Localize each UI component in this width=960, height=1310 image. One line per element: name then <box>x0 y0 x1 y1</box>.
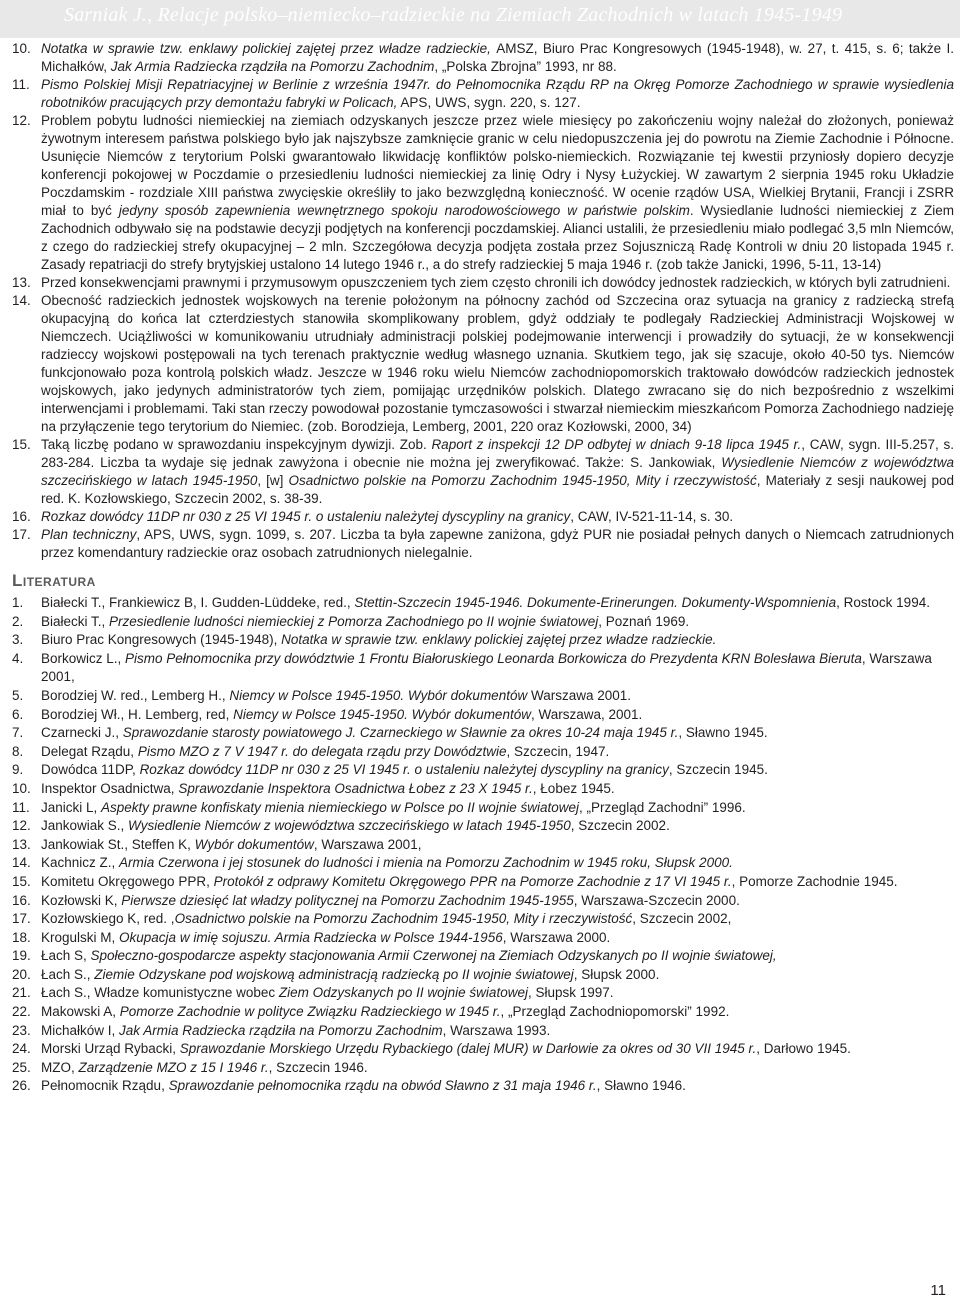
reference-item-number: 5. <box>12 687 24 703</box>
reference-item-number: 1. <box>12 595 24 610</box>
reference-item-text <box>41 984 954 1003</box>
text-run: , Słupsk 1997. <box>527 985 614 1001</box>
footnote-text <box>41 526 954 562</box>
header-title: Sarniak J., Relacje polsko–niemiecko–radzieckie na Ziemiach Zachodnich w latach 1945-1949 <box>64 4 843 26</box>
italic-text-run: Stettin-Szczecin 1945-1946. Dokumente-Erinerungen. Dokumenty-Wspomnienia <box>354 595 837 610</box>
text-run: Warszawa 2001. <box>527 687 632 703</box>
reference-item-number: 9. <box>12 762 24 778</box>
reference-item <box>12 1022 954 1041</box>
text-run: , Warszawa 1993. <box>442 1022 551 1038</box>
text-run: , Darłowo 1945. <box>756 1041 851 1057</box>
reference-item-number: 2. <box>12 613 24 629</box>
text-run: Taką liczbę podano w sprawozdaniu inspekcyjnym dywizji. Zob. <box>41 437 432 452</box>
footnote-text <box>41 76 954 112</box>
text-run: , Warszawa 2001, <box>313 836 422 852</box>
reference-item <box>12 761 954 780</box>
text-run: , APS, UWS, sygn. 1099, s. 207. Liczba ta była zapewne zaniżona, gdyż PUR nie posiadał pełnych danych o Niemcach zatrudnionych przez komendantury radzieckie oraz osobach zatrudnionych nielegalnie. <box>41 527 954 560</box>
reference-item <box>12 929 954 948</box>
text-run: AMSZ, Biuro Prac Kongresowych (1945-1948), w. 27, t. 415, s. 6; także I. Michałków, <box>41 41 954 74</box>
text-run: Białecki T., Frankiewicz B, I. Gudden-Lüddeke, red., <box>41 595 355 610</box>
text-run: , Pomorze Zachodnie 1945. <box>731 873 898 889</box>
reference-item-text <box>41 947 954 966</box>
footnote <box>12 508 954 526</box>
text-run: Borkowicz L., <box>41 650 126 666</box>
text-run: Problem pobytu ludności niemieckiej na ziemiach odzyskanych jeszcze przez wiele miesięcy po zakończeniu wojny należał do złożonych, ponieważ żywotnym interesem państwa polskiego było jak najszybsze zamknięcie granic w celu niedopuszczenia jej do powrotu na Ziemie Zachodnie i Północne. Usunięcie Niemców z terytorium Polski gwarantowało likwidację konfliktów polsko-niemieckich. Rozwiązanie tej kwestii przyniosły dopiero decyzje konferencji pokojowej w Poczdamie o przesiedleniu ludności niemieckiej za linię Odry i Nysy Łużyckiej. W zawartym 2 sierpnia 1945 roku Układzie Poczdamskim - rozdziale XIII państwa zwycięskie określiły to jako bezwzględną konieczność. W ocenie rządów USA, Wielkiej Brytanii, Francji i ZSRR miał to być <box>41 113 954 218</box>
reference-item-text <box>41 761 954 780</box>
reference-item-number: 23. <box>12 1022 31 1038</box>
footnote-number: 17. <box>12 527 31 542</box>
italic-text-run: Niemcy w Polsce 1945-1950. Wybór dokumentów <box>229 687 528 703</box>
text-run: , Warszawa 2001, <box>41 650 932 685</box>
italic-text-run: Okupacja w imię sojuszu. Armia Radziecka w Polsce 1944-1956 <box>119 929 503 945</box>
text-run: , Warszawa-Szczecin 2000. <box>573 892 740 908</box>
reference-item <box>12 724 954 743</box>
text-run: APS, UWS, sygn. 220, s. 127. <box>397 95 581 110</box>
text-run: Delegat Rządu, <box>41 743 138 759</box>
italic-text-run: Osadnictwo polskie na Pomorzu Zachodnim 1945-1950, Mity i rzeczywistość <box>288 473 757 488</box>
italic-text-run: Ziem Odzyskanych po II wojnie światowej <box>278 985 528 1001</box>
text-run: , Sławno 1946. <box>596 1078 686 1094</box>
text-run: Kozłowski K, <box>41 892 122 908</box>
reference-item <box>12 892 954 911</box>
reference-item-text <box>41 613 954 632</box>
text-run: , Materiały z sesji naukowej pod red. K. Kozłowskiego, Szczecin 2002, s. 38-39. <box>41 473 954 506</box>
text-run: Łach S., <box>41 966 95 982</box>
italic-text-run: Notatka w sprawie tzw. enklawy polickiej zajętej przez władze radzieckie. <box>281 632 717 648</box>
text-run: , Poznań 1969. <box>598 613 690 629</box>
footnote-number: 10. <box>12 41 31 56</box>
italic-text-run: Sprawozdanie pełnomocnika rządu na obwód Sławno z 31 maja 1946 r. <box>168 1078 597 1094</box>
reference-item <box>12 799 954 818</box>
footnote-number: 13. <box>12 275 31 290</box>
text-run: Białecki T., <box>41 613 110 629</box>
italic-text-run: Niemcy w Polsce 1945-1950. Wybór dokumentów <box>233 706 531 722</box>
italic-text-run: Jak Armia Radziecka rządziła na Pomorzu Zachodnim <box>110 59 435 74</box>
reference-item-text <box>41 687 954 706</box>
footnote-number: 16. <box>12 509 31 524</box>
reference-item <box>12 984 954 1003</box>
reference-item-text <box>41 650 954 687</box>
text-run: , CAW, sygn. III-5.257, s. 283-284. Liczba ta wydaje się jednak zawyżona i obecnie nie można jej zweryfikować. Także: S. Jankowiak, <box>41 437 954 470</box>
text-run: Kozłowskiego K, red. , <box>41 911 175 927</box>
reference-item-text <box>41 780 954 799</box>
italic-text-run: Wysiedlenie Niemców z województwa szczecińskiego w latach 1945-1950 <box>128 818 571 834</box>
reference-item-text <box>41 1003 954 1022</box>
reference-item <box>12 631 954 650</box>
reference-item <box>12 873 954 892</box>
reference-item <box>12 780 954 799</box>
text-run: , Rostock 1994. <box>836 595 930 610</box>
footnote-number: 14. <box>12 293 31 308</box>
footnote-text <box>41 274 954 292</box>
reference-item-text <box>41 817 954 836</box>
reference-item <box>12 1040 954 1059</box>
italic-text-run: Jak Armia Radziecka rządziła na Pomorzu Zachodnim <box>119 1022 443 1038</box>
reference-item <box>12 687 954 706</box>
reference-item-number: 25. <box>12 1059 31 1075</box>
reference-item-number: 14. <box>12 855 31 871</box>
text-run: Jankowiak St., Steffen K, <box>41 836 195 852</box>
text-run: , Szczecin 1946. <box>268 1059 368 1075</box>
reference-item-number: 18. <box>12 929 31 945</box>
footnote <box>12 526 954 562</box>
text-run: Przed konsekwencjami prawnymi i przymusowym opuszczeniem tych ziem często chronili ich dowódcy jednostek radzieckich, w których byli zatrudnieni. <box>41 275 951 290</box>
reference-item-number: 17. <box>12 911 31 927</box>
reference-item-text <box>41 1022 954 1041</box>
footnote-text <box>41 292 954 436</box>
reference-item <box>12 1077 954 1096</box>
italic-text-run: Aspekty prawne konfiskaty mienia niemieckiego w Polsce po II wojnie światowej <box>101 799 580 815</box>
text-run: , „Przegląd Zachodni” 1996. <box>579 799 746 815</box>
footnote-number: 12. <box>12 113 31 128</box>
reference-item-number: 4. <box>12 650 24 666</box>
text-run: Michałków I, <box>41 1022 120 1038</box>
footnote-text <box>41 112 954 274</box>
reference-item-text <box>41 631 954 650</box>
text-run: , [w] <box>257 473 289 488</box>
italic-text-run: Raport z inspekcji 12 DP odbytej w dniach 9-18 lipca 1945 r. <box>431 437 802 452</box>
text-run: Inspektor Osadnictwa, <box>41 780 179 796</box>
text-run: Łach S., Władze komunistyczne wobec <box>41 985 279 1001</box>
reference-item-text <box>41 724 954 743</box>
literature-heading: Literatura <box>12 571 96 590</box>
reference-item-text <box>41 910 954 929</box>
reference-item-number: 26. <box>12 1078 31 1094</box>
text-run: Janicki L, <box>41 799 102 815</box>
footnote <box>12 112 954 274</box>
italic-text-run: Pierwsze dziesięć lat władzy politycznej na Pomorzu Zachodnim 1945-1955 <box>121 892 574 908</box>
footnotes-section <box>12 40 954 562</box>
italic-text-run: Przesiedlenie ludności niemieckiej z Pomorza Zachodniego po II wojnie światowej <box>109 613 599 629</box>
reference-item-number: 24. <box>12 1041 31 1057</box>
reference-item <box>12 947 954 966</box>
reference-item <box>12 910 954 929</box>
reference-item-number: 16. <box>12 892 31 908</box>
text-run: Biuro Prac Kongresowych (1945-1948), <box>41 632 282 648</box>
text-run: Krogulski M, <box>41 929 120 945</box>
text-run: Borodziej Wł., H. Lemberg, red, <box>41 706 234 722</box>
reference-item-text <box>41 929 954 948</box>
italic-text-run: Pomorze Zachodnie w polityce Związku Radzieckiego w 1945 r. <box>119 1004 501 1020</box>
italic-text-run: Sprawozdanie Morskiego Urzędu Rybackiego (dalej MUR) w Darłowie za okres od 30 VII 1945 r. <box>179 1041 757 1057</box>
reference-item <box>12 817 954 836</box>
text-run: , Słupsk 2000. <box>573 966 660 982</box>
text-run: Obecność radzieckich jednostek wojskowych na terenie położonym na północny zachód od Szczecina oraz sytuacja na granicy z radziecką strefą okupacyjną do końca lat czterdziestych stanowiła skomplikowany problem, gdyż oddziały te podlegały Radzieckiej Administracji Wojskowej w Niemczech. Uciążliwości w komunikowaniu utrudniały administracji polskiej podejmowanie interwencji i prowadziły do sytuacji, że w konsekwencji radzieccy wojskowi postępowali na tych terenach praktycznie według własnego uznania. Skutkiem tego, jak się szacuje, około 40-50 tys. Niemców funkcjonowało poza kontrolą polskich władz. Jeszcze w 1946 roku wielu Niemców zachodniopomorskich traktowało dowódców radzieckich jednostek wojskowych, jako jedynych administratorów tych ziem, pomijając urzędników polskich. Dlatego zwracano się do nich bezpośrednio z wszelkimi interwencjami i problemami. Taki stan rzeczy powodował pozostanie tymczasowości i stwarzał niemieckim mieszkańcom Pomorza Zachodniego nadzieję na przyłączenie tego terytorium do Niemiec. (zob. Borodziejа, Lemberg, 2001, 220 oraz Kozłowski, 2000, 34) <box>41 293 954 434</box>
reference-item-text <box>41 594 954 613</box>
italic-text-run: Pismo Pełnomocnika przy dowództwie 1 Frontu Białoruskiego Leonarda Borkowicza do Prezydenta KRN Bolesława Bieruta <box>125 650 862 666</box>
footnote <box>12 40 954 76</box>
reference-item-text <box>41 743 954 762</box>
text-run: Borodziej W. red., Lemberg H., <box>41 687 230 703</box>
reference-item-text <box>41 892 954 911</box>
italic-text-run: Pismo Polskiej Misji Repatriacyjnej w Berlinie z września 1947r. do Pełnomocnika Rządu RP na Okręg Pomorze Zachodniego w sprawie wysiedlenia robotników pracujących przy demontażu fabryki w Policach, <box>41 77 954 110</box>
text-run: MZO, <box>41 1059 79 1075</box>
footnote <box>12 274 954 292</box>
reference-item-text <box>41 1040 954 1059</box>
text-run: , CAW, IV-521-11-14, s. 30. <box>570 509 734 524</box>
reference-item <box>12 706 954 725</box>
text-run: , Łobez 1945. <box>532 780 615 796</box>
reference-item <box>12 743 954 762</box>
reference-item-text <box>41 836 954 855</box>
text-run: , „Polska Zbrojna” 1993, nr 88. <box>434 59 617 74</box>
footnote-text <box>41 508 954 526</box>
italic-text-run: Sprawozdanie Inspektora Osadnictwa Łobez z 23 X 1945 r. <box>178 780 533 796</box>
text-run: , Szczecin 2002. <box>570 818 670 834</box>
reference-item-number: 21. <box>12 985 31 1001</box>
footnote-number: 11. <box>12 77 30 92</box>
text-run: , Sławno 1945. <box>678 725 768 741</box>
italic-text-run: Ziemie Odzyskane pod wojskową administracją radziecką po II wojnie światowej <box>94 966 574 982</box>
reference-item-text <box>41 1059 954 1078</box>
italic-text-run: Rozkaz dowódcy 11DP nr 030 z 25 VI 1945 r. o ustaleniu należytej dyscypliny na granicy <box>41 509 571 524</box>
italic-text-run: Wysiedlenie Niemców z województwa szczecińskiego w latach 1945-1950 <box>41 455 954 488</box>
footnote <box>12 76 954 112</box>
italic-text-run: Sprawozdanie starosty powiatowego J. Czarneckiego w Sławnie za okres 10-24 maja 1945 r. <box>122 725 679 741</box>
reference-item <box>12 594 954 613</box>
reference-item-number: 10. <box>12 780 31 796</box>
italic-text-run: Protokół z odprawy Komitetu Okręgowego PPR na Pomorze Zachodnie z 17 VI 1945 r. <box>213 873 732 889</box>
italic-text-run: Wybór dokumentów <box>194 836 314 852</box>
reference-item-text <box>41 1077 954 1096</box>
reference-item <box>12 966 954 985</box>
reference-item-number: 22. <box>12 1004 31 1020</box>
text-run: Kachnicz Z., <box>41 855 120 871</box>
reference-item-text <box>41 966 954 985</box>
text-run: Jankowiak S., <box>41 818 129 834</box>
reference-item-number: 15. <box>12 873 31 889</box>
text-run: Morski Urząd Rybacki, <box>41 1041 180 1057</box>
reference-item <box>12 836 954 855</box>
reference-item-number: 13. <box>12 836 31 852</box>
text-run: Pełnomocnik Rządu, <box>41 1078 169 1094</box>
footnote-number: 15. <box>12 437 31 452</box>
reference-item <box>12 613 954 632</box>
reference-item <box>12 1003 954 1022</box>
reference-item-text <box>41 854 954 873</box>
italic-text-run: Osadnictwo polskie na Pomorzu Zachodnim 1945-1950, Mity i rzeczywistość <box>174 911 633 927</box>
footnote <box>12 292 954 436</box>
text-run: Czarnecki J., <box>41 725 123 741</box>
text-run: , Szczecin 2002, <box>632 911 732 927</box>
reference-item-number: 7. <box>12 725 24 741</box>
text-run: Komitetu Okręgowego PPR, <box>41 873 214 889</box>
text-run: Makowski A, <box>41 1004 120 1020</box>
italic-text-run: Plan techniczny <box>41 527 137 542</box>
reference-item-number: 19. <box>12 948 31 964</box>
reference-item-number: 20. <box>12 966 31 982</box>
text-run: , Szczecin, 1947. <box>506 743 610 759</box>
footnote-text <box>41 436 954 508</box>
text-run: . Wysiedlanie ludności niemieckiej z Ziem Zachodnich odbywało się na podstawie decyzji podjętych na konferencji poczdamskiej. Alianci ustalili, że przesiedleniu miało podlegać 3,5 mln Niemców, z czego do radzieckiej strefy okupacyjnej – 2 mln. Szczegółowa decyzja podjęta została przez Sojuszniczą Radę Kontroli w dniu 20 listopada 1945 r. Zasady repatriacji do strefy brytyjskiej ustalono 14 lutego 1946 r., a do strefy radzieckiej 5 maja 1946 r. (zob także Janicki, 1996, 5-11, 13-14) <box>41 203 954 272</box>
footnote-text <box>41 40 954 76</box>
reference-item-text <box>41 706 954 725</box>
reference-item <box>12 650 954 687</box>
reference-item-number: 11. <box>12 799 30 815</box>
text-run: , Warszawa 2000. <box>502 929 611 945</box>
reference-item-number: 12. <box>12 818 31 834</box>
italic-text-run: Notatka w sprawie tzw. enklawy polickiej zajętej przez władze radzieckie, <box>41 41 497 56</box>
footnote <box>12 436 954 508</box>
reference-item-text <box>41 799 954 818</box>
text-run: , „Przegląd Zachodniopomorski” 1992. <box>500 1004 730 1020</box>
reference-item-number: 6. <box>12 706 24 722</box>
text-run: Dowódca 11DP, <box>41 762 140 778</box>
italic-text-run: Rozkaz dowódcy 11DP nr 030 z 25 VI 1945 r. o ustaleniu należytej dyscypliny na granicy <box>139 762 669 778</box>
reference-item-number: 3. <box>12 632 24 648</box>
page-content <box>12 40 954 1096</box>
reference-item <box>12 1059 954 1078</box>
reference-item <box>12 854 954 873</box>
italic-text-run: Społeczno-gospodarcze aspekty stacjonowania Armii Czerwonej na Ziemiach Odzyskanych po II wojnie światowej, <box>90 948 777 964</box>
reference-item-number: 8. <box>12 743 24 759</box>
running-header <box>0 0 960 38</box>
literature-list <box>12 594 954 1096</box>
reference-item-text <box>41 873 954 892</box>
text-run: , Warszawa, 2001. <box>530 706 643 722</box>
italic-text-run: Zarządzenie MZO z 15 I 1946 r. <box>78 1059 269 1075</box>
italic-text-run: jedyny sposób zapewnienia wewnętrznego spokoju narodowościowego w państwie polskim <box>118 203 690 218</box>
page-number: 11 <box>930 1282 946 1299</box>
italic-text-run: Armia Czerwona i jej stosunek do ludności i mienia na Pomorzu Zachodnim w 1945 roku, Słupsk 2000. <box>119 855 733 871</box>
text-run: Łach S, <box>41 948 91 964</box>
italic-text-run: Pismo MZO z 7 V 1947 r. do delegata rządu przy Dowództwie <box>137 743 507 759</box>
text-run: , Szczecin 1945. <box>668 762 768 778</box>
